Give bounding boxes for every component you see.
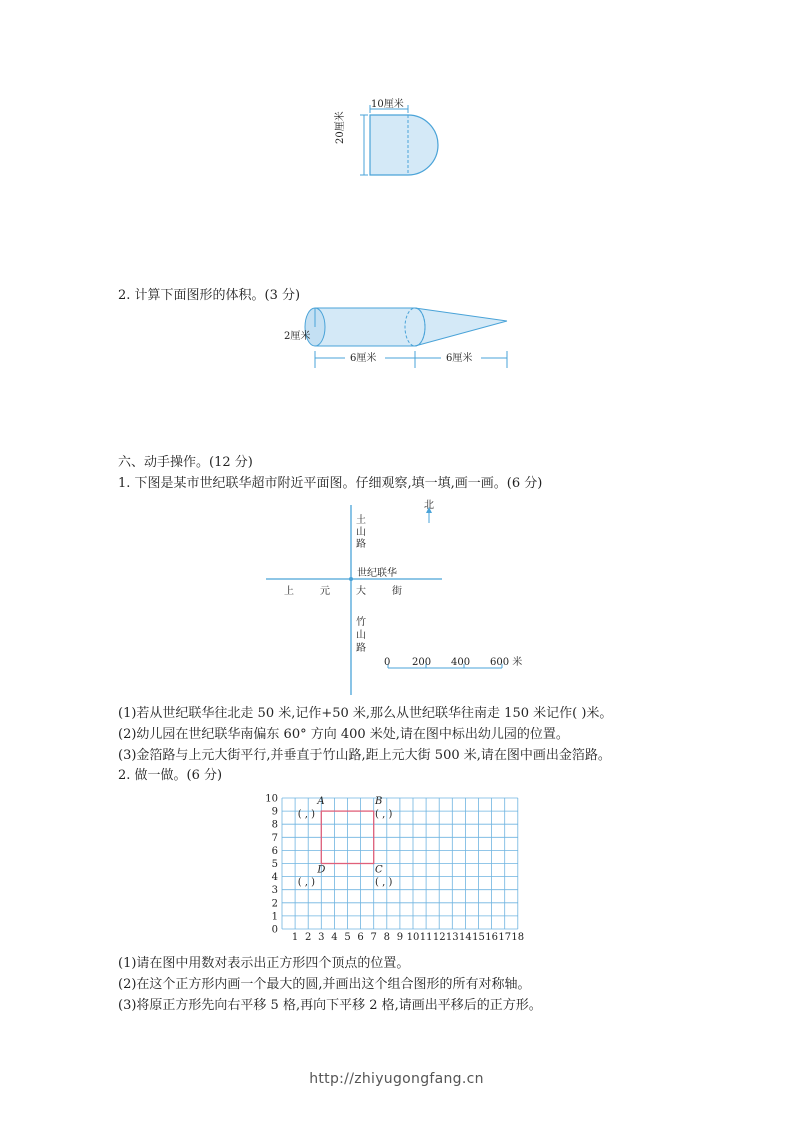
q1-item-3: (3)金箔路与上元大街平行,并垂直于竹山路,距上元大街 500 米,请在图中画出金箔路。 <box>118 748 611 763</box>
fig1-height-label: 20厘米 <box>335 111 346 144</box>
x-tick-label: 6 <box>357 932 364 943</box>
x-tick-label: 4 <box>331 932 338 943</box>
x-tick-label: 16 <box>485 932 498 943</box>
y-tick-label: 10 <box>265 793 278 805</box>
x-tick-label: 11 <box>419 932 433 943</box>
x-tick-label: 8 <box>383 932 390 943</box>
section6-q2-title: 2. 做一做。(6 分) <box>118 768 223 783</box>
x-tick-label: 13 <box>445 932 459 943</box>
map-street-1: 上 <box>284 586 294 597</box>
map-scale-0: 0 <box>384 657 391 668</box>
vertex-label-a: A <box>317 795 325 807</box>
map-road-north-1: 土 <box>356 515 366 526</box>
vertex-blank-c: ( , ) <box>375 877 393 889</box>
y-tick-label: 6 <box>271 845 278 857</box>
x-tick-label: 5 <box>344 932 351 943</box>
vertex-label-c: C <box>375 864 383 876</box>
x-tick-label: 2 <box>305 932 312 943</box>
y-tick-label: 4 <box>271 872 278 884</box>
map-road-north-2: 山 <box>356 527 366 538</box>
map-road-north-3: 路 <box>356 539 366 550</box>
y-tick-label: 9 <box>271 806 278 818</box>
map-road-south-3: 路 <box>356 643 366 654</box>
x-tick-label: 7 <box>370 932 377 943</box>
map-street-2: 元 <box>320 586 330 597</box>
x-tick-label: 18 <box>511 932 525 943</box>
vertex-label-b: B <box>375 795 383 807</box>
x-tick-label: 14 <box>459 932 472 943</box>
map-scale-600: 600 米 <box>490 657 523 668</box>
q2-cyl-length-label: 6厘米 <box>350 353 377 364</box>
q2-cone-length-label: 6厘米 <box>446 353 473 364</box>
x-tick-label: 15 <box>472 932 485 943</box>
q2-item-1: (1)请在图中用数对表示出正方形四个顶点的位置。 <box>118 956 410 971</box>
y-tick-label: 3 <box>271 885 278 897</box>
footer-url: http://zhiyugongfang.cn <box>309 1071 484 1087</box>
q2-radius-label: 2厘米 <box>284 331 311 342</box>
x-tick-label: 17 <box>498 932 512 943</box>
q1-item-2: (2)幼儿园在世纪联华南偏东 60° 方向 400 米处,请在图中标出幼儿园的位置。 <box>118 727 569 742</box>
map-road-south-2: 山 <box>356 630 366 641</box>
map-road-south-1: 竹 <box>356 617 366 628</box>
section6-q1-title: 1. 下图是某市世纪联华超市附近平面图。仔细观察,填一填,画一画。(6 分) <box>118 476 543 491</box>
x-tick-label: 10 <box>406 932 420 943</box>
map-shop-label: 世纪联华 <box>357 568 397 579</box>
y-tick-label: 5 <box>271 859 278 870</box>
y-tick-label: 1 <box>271 911 278 923</box>
map-scale-400: 400 <box>451 657 471 668</box>
section6-title: 六、动手操作。(12 分) <box>118 455 253 470</box>
fig1-width-label: 10厘米 <box>371 99 404 110</box>
map-street-4: 街 <box>392 586 402 597</box>
map-street-3: 大 <box>356 586 366 597</box>
x-tick-label: 1 <box>291 932 299 943</box>
map-north-label: 北 <box>424 500 434 511</box>
x-tick-label: 3 <box>318 932 325 943</box>
y-tick-label: 7 <box>271 832 278 844</box>
x-tick-label: 12 <box>432 932 446 943</box>
q1-item-1: (1)若从世纪联华往北走 50 米,记作+50 米,那么从世纪联华往南走 150 米记作( )米。 <box>118 706 613 721</box>
figure-cylinder-cone <box>295 300 515 375</box>
q2-title: 2. 计算下面图形的体积。(3 分) <box>118 288 301 303</box>
y-tick-label: 2 <box>271 898 278 910</box>
vertex-label-d: D <box>317 864 326 876</box>
vertex-blank-d: ( , ) <box>297 877 316 889</box>
y-tick-label: 0 <box>271 924 278 936</box>
q2-item-2: (2)在这个正方形内画一个最大的圆,并画出这个组合图形的所有对称轴。 <box>118 977 531 992</box>
coordinate-grid <box>264 792 540 948</box>
x-tick-label: 9 <box>396 932 404 943</box>
vertex-blank-b: ( , ) <box>375 808 393 820</box>
vertex-blank-a: ( , ) <box>297 808 316 820</box>
map-scale-200: 200 <box>412 657 432 668</box>
y-tick-label: 8 <box>271 819 278 831</box>
q2-item-3: (3)将原正方形先向右平移 5 格,再向下平移 2 格,请画出平移后的正方形。 <box>118 998 542 1013</box>
